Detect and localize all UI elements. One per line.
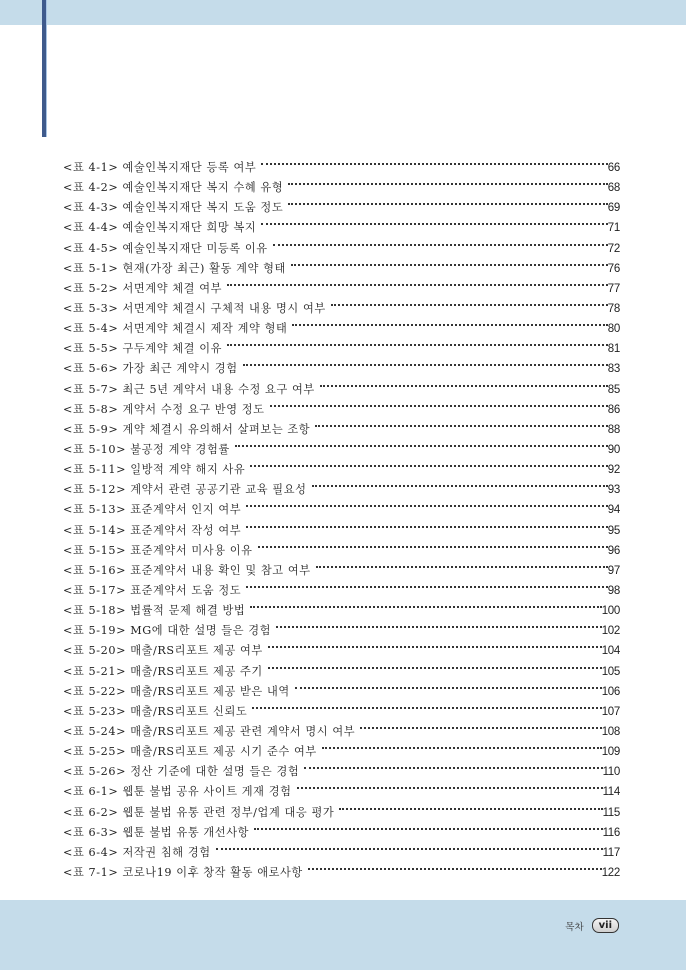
toc-entry-label: <표 5-4> 서면계약 체결시 제작 계약 형태 <box>63 322 288 336</box>
dot-leader <box>291 252 608 272</box>
toc-entry-label: <표 5-21> 매출/RS리포트 제공 주기 <box>63 664 263 678</box>
toc-entry-label: <표 6-3> 웹툰 불법 유통 개선사항 <box>63 825 250 839</box>
toc-entry-page: 108 <box>601 725 620 738</box>
toc-entry-page: 94 <box>607 504 620 517</box>
toc-entry-label: <표 6-1> 웹툰 불법 공유 사이트 게재 경험 <box>63 785 292 799</box>
toc-entry-page: 115 <box>602 806 620 819</box>
dot-leader <box>331 292 608 312</box>
toc-entry-label: <표 5-17> 표준계약서 도움 정도 <box>63 583 242 597</box>
dot-leader <box>243 352 608 372</box>
toc-entry-page: 83 <box>607 363 620 376</box>
dot-leader <box>360 715 602 735</box>
dot-leader <box>316 554 608 574</box>
dot-leader <box>273 232 608 252</box>
toc-entry-label: <표 5-20> 매출/RS리포트 제공 여부 <box>63 644 263 658</box>
page-number-badge: vii <box>592 918 619 933</box>
footer-section-label: 목차 <box>565 921 584 933</box>
toc-entry-page: 102 <box>601 625 620 638</box>
toc-entry-label: <표 5-22> 매출/RS리포트 제공 받은 내역 <box>63 684 290 698</box>
dot-leader <box>227 332 608 352</box>
dot-leader <box>227 272 608 292</box>
dot-leader <box>308 856 602 876</box>
toc-entry-page: 88 <box>607 423 620 436</box>
toc-entry-page: 93 <box>607 484 620 497</box>
toc-entry-label: <표 5-7> 최근 5년 계약서 내용 수정 요구 여부 <box>63 382 315 396</box>
toc-entry-page: 86 <box>607 403 620 416</box>
page-footer <box>565 918 619 933</box>
toc-entry-label: <표 5-15> 표준계약서 미사용 이유 <box>63 543 253 557</box>
dot-leader <box>297 775 603 795</box>
toc-entry-label: <표 5-18> 법률적 문제 해결 방법 <box>63 604 246 618</box>
toc-entry-page: 106 <box>601 685 620 698</box>
dot-leader <box>268 655 602 675</box>
toc-entry-label: <표 6-2> 웹툰 불법 유통 관련 정부/업계 대응 평가 <box>63 805 335 819</box>
toc-entry-label: <표 5-19> MG에 대한 설명 들은 경험 <box>63 624 272 638</box>
toc-entry-label: <표 5-25> 매출/RS리포트 제공 시기 준수 여부 <box>63 745 317 759</box>
toc-entry-label: <표 5-26> 정산 기준에 대한 설명 들은 경험 <box>63 765 300 779</box>
dot-leader <box>216 836 603 856</box>
header-band <box>0 0 686 25</box>
dot-leader <box>246 514 608 534</box>
toc-entry-page: 116 <box>602 826 620 839</box>
table-of-contents <box>63 151 620 879</box>
dot-leader <box>261 151 608 171</box>
toc-entry-page: 95 <box>607 524 620 537</box>
toc-entry-page: 96 <box>607 544 620 557</box>
toc-entry-page: 110 <box>602 766 620 779</box>
toc-entry-page: 104 <box>601 645 620 658</box>
toc-entry-page: 109 <box>601 746 620 759</box>
dot-leader <box>339 796 602 816</box>
toc-entry-label: <표 5-10> 불공정 계약 경험률 <box>63 442 230 456</box>
toc-entry-label: <표 5-11> 일방적 계약 해지 사유 <box>63 463 246 477</box>
toc-entry-page: 100 <box>601 605 620 618</box>
dot-leader <box>322 735 602 755</box>
toc-entry-label: <표 6-4> 저작권 침해 경험 <box>63 845 211 859</box>
dot-leader <box>235 433 608 453</box>
toc-entry-label: <표 5-9> 계약 체결시 유의해서 살펴보는 조항 <box>63 422 311 436</box>
dot-leader <box>276 614 602 634</box>
dot-leader <box>315 413 608 433</box>
dot-leader <box>312 473 608 493</box>
toc-entry[interactable] <box>63 151 620 174</box>
dot-leader <box>268 634 602 654</box>
toc-entry-label: <표 4-5> 예술인복지재단 미등록 이유 <box>63 241 268 255</box>
toc-entry-label: <표 5-12> 계약서 관련 공공기관 교육 필요성 <box>63 483 307 497</box>
toc-entry-label: <표 5-8> 계약서 수정 요구 반영 정도 <box>63 402 265 416</box>
toc-entry-page: 114 <box>602 786 620 799</box>
toc-entry-page: 66 <box>607 162 620 174</box>
toc-entry-page: 72 <box>607 242 620 255</box>
toc-entry-page: 69 <box>607 202 620 215</box>
toc-entry-page: 71 <box>607 222 620 235</box>
toc-entry-label: <표 5-6> 가장 최근 계약시 경험 <box>63 362 238 376</box>
dot-leader <box>295 675 602 695</box>
toc-entry-label: <표 5-16> 표준계약서 내용 확인 및 참고 여부 <box>63 563 311 577</box>
toc-entry-label: <표 5-23> 매출/RS리포트 신뢰도 <box>63 704 248 718</box>
toc-entry-label: <표 4-3> 예술인복지재단 복지 도움 정도 <box>63 201 284 215</box>
footer-band <box>0 900 686 970</box>
dot-leader <box>270 393 608 413</box>
toc-entry-page: 77 <box>607 282 620 295</box>
dot-leader <box>288 191 608 211</box>
toc-entry-label: <표 5-2> 서면계약 체결 여부 <box>63 281 223 295</box>
dot-leader <box>246 574 608 594</box>
toc-entry-page: 80 <box>607 323 620 336</box>
toc-entry-page: 78 <box>607 302 620 315</box>
toc-entry-label: <표 5-13> 표준계약서 인지 여부 <box>63 503 242 517</box>
toc-entry-page: 81 <box>607 343 620 356</box>
dot-leader <box>250 453 607 473</box>
toc-entry-page: 92 <box>607 464 620 477</box>
dot-leader <box>288 171 608 191</box>
toc-entry-page: 97 <box>607 564 620 577</box>
dot-leader <box>304 755 602 775</box>
toc-entry-label: <표 7-1> 코로나19 이후 창작 활동 애로사항 <box>63 865 303 879</box>
toc-entry-page: 117 <box>602 846 620 859</box>
toc-entry-page: 85 <box>607 383 620 396</box>
toc-entry-label: <표 4-2> 예술인복지재단 복지 수혜 유형 <box>63 181 284 195</box>
toc-entry-label: <표 5-3> 서면계약 체결시 구체적 내용 명시 여부 <box>63 301 326 315</box>
toc-entry-page: 76 <box>607 262 620 275</box>
toc-entry-label: <표 5-5> 구두계약 체결 이유 <box>63 342 223 356</box>
dot-leader <box>254 816 603 836</box>
toc-entry-label: <표 5-1> 현재(가장 최근) 활동 계약 형태 <box>63 261 286 275</box>
dot-leader <box>250 594 601 614</box>
dot-leader <box>246 493 608 513</box>
toc-entry-page: 122 <box>601 866 620 879</box>
toc-entry-label: <표 4-1> 예술인복지재단 등록 여부 <box>63 161 257 174</box>
toc-entry-page: 105 <box>601 665 620 678</box>
toc-entry-page: 98 <box>607 584 620 597</box>
accent-bar <box>42 0 46 137</box>
toc-entry-page: 68 <box>607 182 620 195</box>
dot-leader <box>261 211 608 231</box>
dot-leader <box>320 373 608 393</box>
toc-entry-page: 90 <box>607 443 620 456</box>
dot-leader <box>252 695 601 715</box>
toc-entry-page: 107 <box>601 705 620 718</box>
toc-entry-label: <표 4-4> 예술인복지재단 희망 복지 <box>63 221 257 235</box>
dot-leader <box>292 312 607 332</box>
dot-leader <box>258 534 608 554</box>
toc-entry-label: <표 5-14> 표준계약서 작성 여부 <box>63 523 242 537</box>
toc-entry-label: <표 5-24> 매출/RS리포트 제공 관련 계약서 명시 여부 <box>63 724 356 738</box>
